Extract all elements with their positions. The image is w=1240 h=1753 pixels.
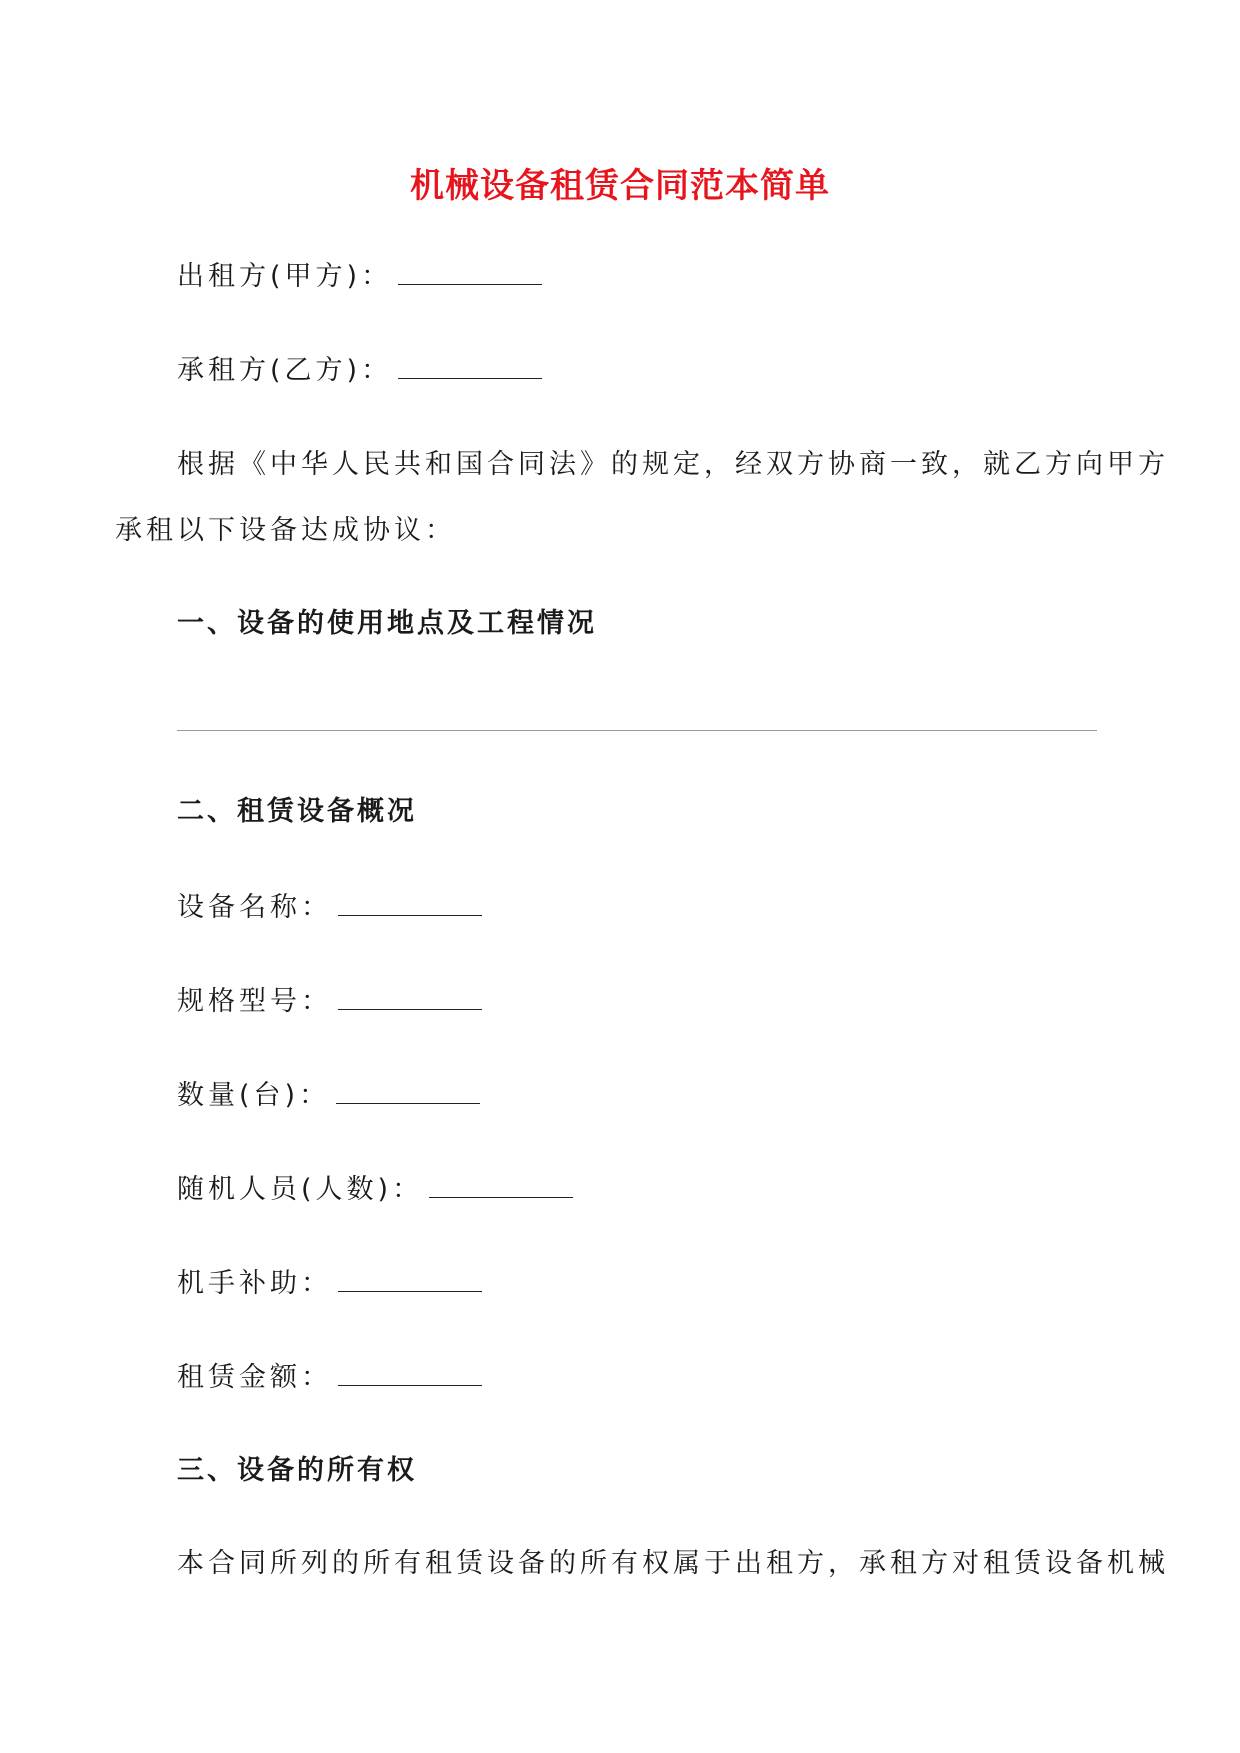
field-staff	[177, 1175, 573, 1203]
field-label: 设备名称：	[177, 892, 332, 923]
field-label: 数量(台)：	[177, 1080, 331, 1111]
subsidy-blank[interactable]	[338, 1269, 482, 1292]
spec-blank[interactable]	[338, 987, 482, 1010]
field-label: 机手补助：	[177, 1268, 332, 1299]
lessor-label: 出租方(甲方)：	[177, 261, 393, 292]
lessee-blank[interactable]	[398, 356, 542, 379]
field-label: 随机人员(人数)：	[177, 1174, 424, 1205]
amount-blank[interactable]	[338, 1363, 482, 1386]
field-subsidy	[177, 1269, 482, 1297]
field-label: 租赁金额：	[177, 1362, 332, 1393]
quantity-blank[interactable]	[336, 1081, 480, 1104]
lessor-blank[interactable]	[398, 262, 542, 285]
document-title: 机械设备租赁合同范本简单	[410, 166, 830, 206]
field-quantity	[177, 1081, 480, 1109]
equipment-name-blank[interactable]	[338, 893, 482, 916]
section-2-heading: 二、租赁设备概况	[177, 796, 417, 827]
lessee-line	[177, 356, 542, 384]
section-3-text: 本合同所列的所有租赁设备的所有权属于出租方，承租方对租赁设备机械	[177, 1548, 1169, 1579]
intro-line-1: 根据《中华人民共和国合同法》的规定，经双方协商一致，就乙方向甲方	[177, 449, 1169, 480]
field-amount	[177, 1363, 482, 1391]
lessee-label: 承租方(乙方)：	[177, 355, 393, 386]
section-3-heading: 三、设备的所有权	[177, 1455, 417, 1486]
field-label: 规格型号：	[177, 986, 332, 1017]
staff-blank[interactable]	[429, 1175, 573, 1198]
section-1-blank-rule[interactable]	[177, 730, 1097, 731]
intro-line-2: 承租以下设备达成协议：	[115, 515, 456, 546]
field-equipment-name	[177, 893, 482, 921]
field-spec	[177, 987, 482, 1015]
lessor-line	[177, 262, 542, 290]
section-1-heading: 一、设备的使用地点及工程情况	[177, 608, 597, 639]
